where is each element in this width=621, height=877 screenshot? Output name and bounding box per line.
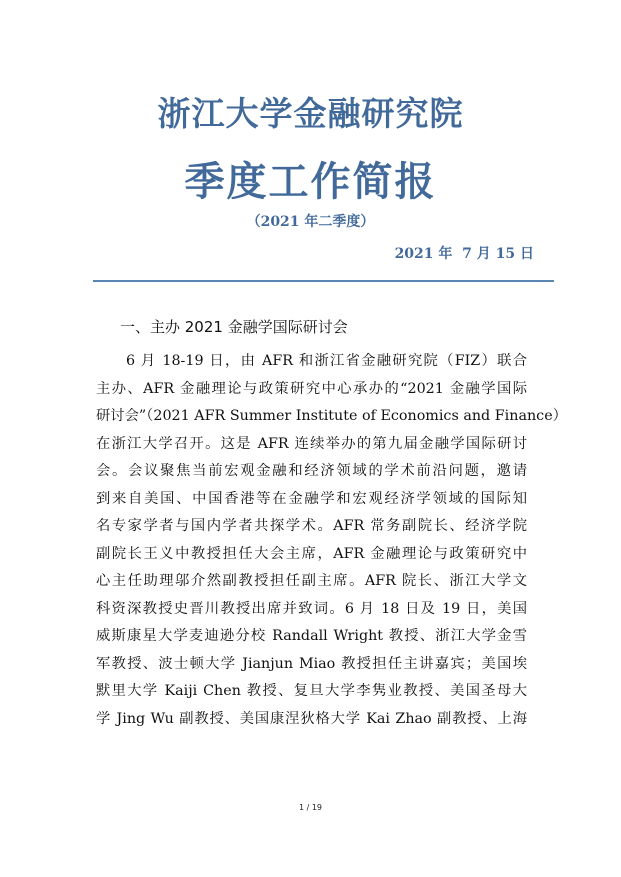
body-line: 军教授、波士顿大学 Jianjun Miao 教授担任主讲嘉宾；美国埃 [96, 655, 527, 672]
body-line: 心主任助理邬介然副教授担任副主席。AFR 院长、浙江大学文 [96, 573, 527, 589]
institute-name: 浙江大学金融研究院 [157, 94, 464, 133]
body-line: 研讨会”（2021 AFR Summer Institute of Economics and Finance） [96, 408, 567, 424]
report-quarter: （2021 年二季度） [246, 214, 375, 230]
body-line: 到来自美国、中国香港等在金融学和宏观经济学领域的国际知 [96, 490, 527, 507]
body-line: 副院长王义中教授担任大会主席，AFR 金融理论与政策研究中 [96, 545, 527, 562]
body-line: 名专家学者与国内学者共探学术。AFR 常务副院长、经济学院 [96, 518, 527, 534]
body-line: 6 月 18-19 日，由 AFR 和浙江省金融研究院（FIZ）联合 [126, 353, 527, 369]
section-body [96, 348, 567, 733]
body-line: 默里大学 Kaiji Chen 教授、复旦大学李隽业教授、美国圣母大 [96, 683, 527, 699]
body-line: 学 Jing Wu 副教授、美国康涅狄格大学 Kai Zhao 副教授、上海 [96, 710, 527, 727]
section-heading: 一、主办 2021 金融学国际研讨会 [120, 318, 348, 336]
page-number: 1 / 19 [298, 803, 323, 812]
body-line: 科资深教授史晋川教授出席并致词。6 月 18 日及 19 日，美国 [96, 600, 527, 617]
body-line: 威斯康星大学麦迪逊分校 Randall Wright 教授、浙江大学金雪 [96, 628, 527, 644]
body-line: 会。会议聚焦当前宏观金融和经济领域的学术前沿问题，邀请 [96, 463, 527, 479]
report-title: 季度工作简报 [184, 158, 437, 205]
header-divider [93, 280, 554, 282]
body-line: 在浙江大学召开。这是 AFR 连续举办的第九届金融学国际研讨 [96, 435, 527, 452]
body-line: 主办、AFR 金融理论与政策研究中心承办的“2021 金融学国际 [96, 380, 527, 397]
report-date: 2021 年 7 月 15 日 [394, 246, 534, 262]
